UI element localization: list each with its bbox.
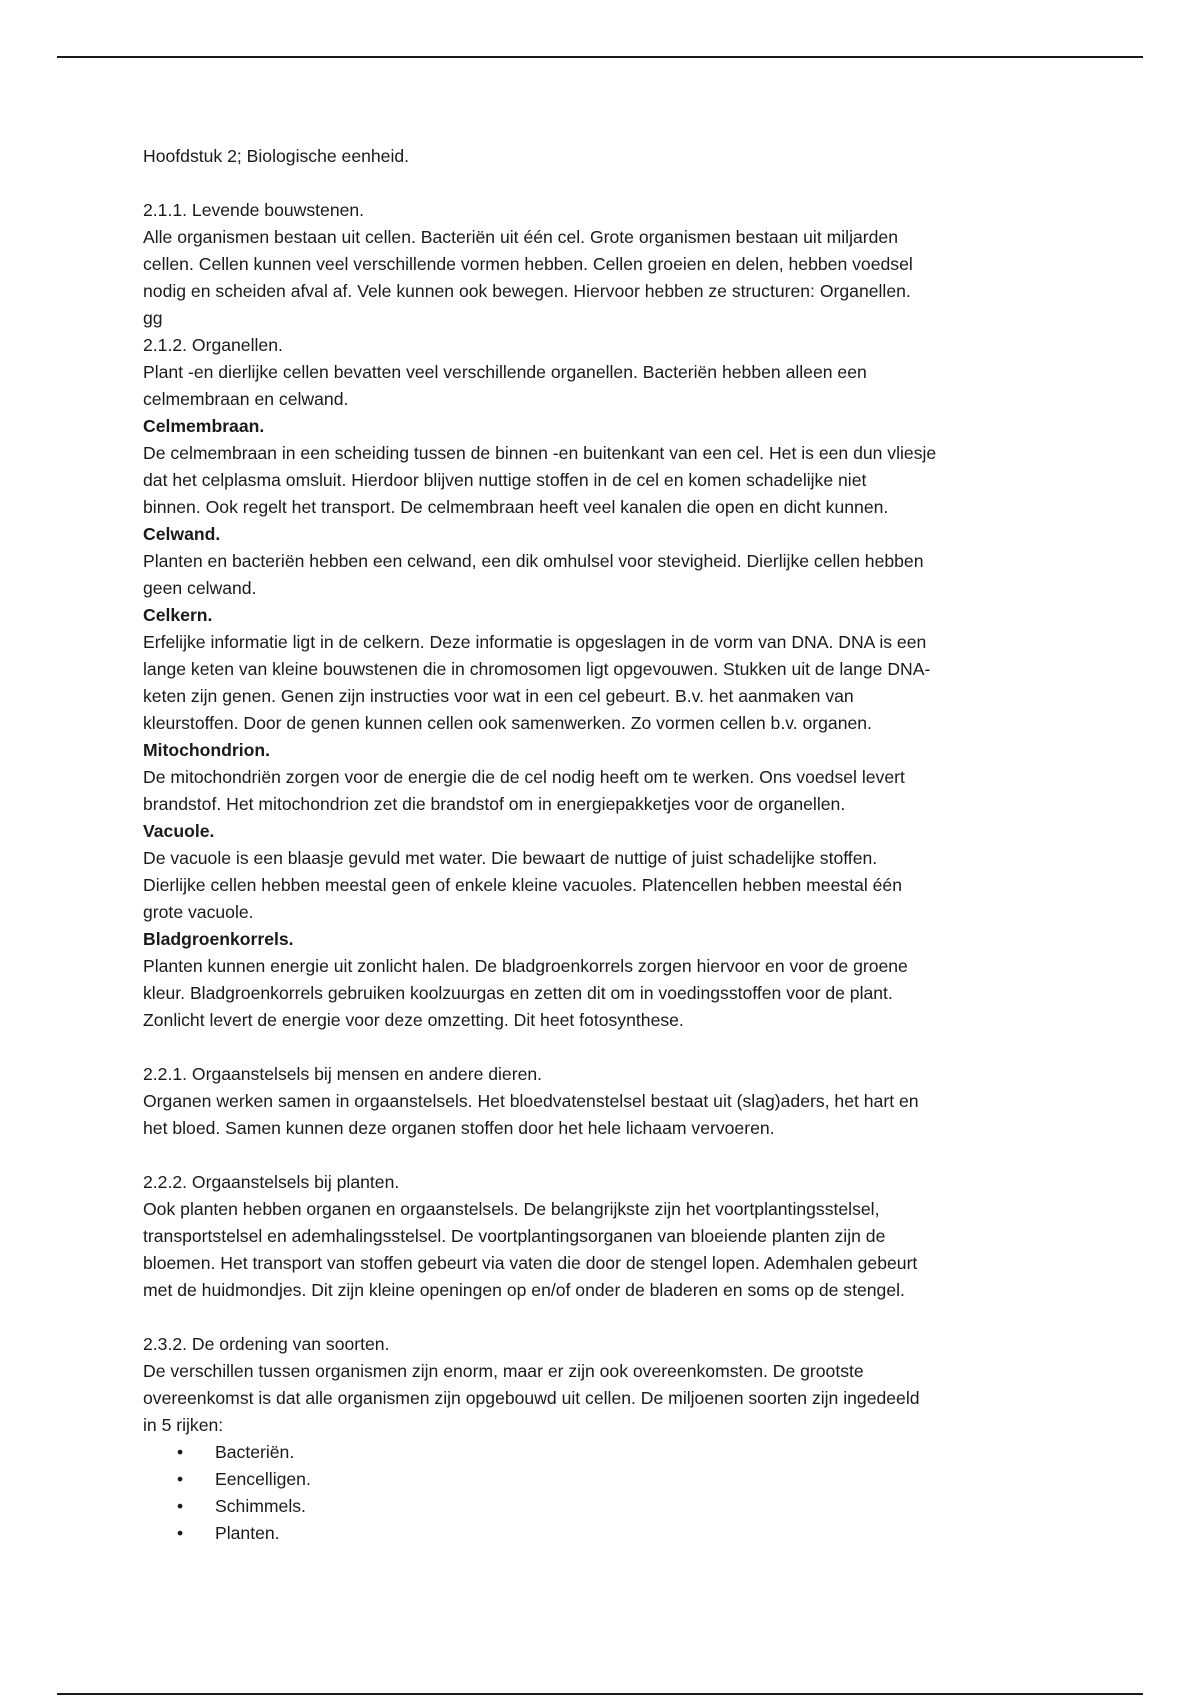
list-item — [143, 1466, 1063, 1493]
subsection-vacuole — [143, 818, 1063, 926]
section-heading: 2.1.1. Levende bouwstenen. — [143, 200, 365, 220]
list-item-label: Planten. — [215, 1523, 280, 1543]
paragraph-line: Plant -en dierlijke cellen bevatten veel verschillende organellen. Bacteriën hebben alleen een — [143, 362, 867, 382]
list-item — [143, 1493, 1063, 1520]
header-rule — [57, 56, 1143, 58]
paragraph-line: keten zijn genen. Genen zijn instructies voor wat in een cel gebeurt. B.v. het aanmaken van — [143, 686, 854, 706]
paragraph-line: transportstelsel en ademhalingsstelsel. De voortplantingsorganen van bloeiende planten zijn de — [143, 1226, 886, 1246]
paragraph-line: Ook planten hebben organen en orgaanstelsels. De belangrijkste zijn het voortplantingsstelsel, — [143, 1199, 880, 1219]
paragraph-line: bloemen. Het transport van stoffen gebeurt via vaten die door de stengel lopen. Ademhalen gebeurt — [143, 1253, 918, 1273]
section-heading: 2.3.2. De ordening van soorten. — [143, 1334, 390, 1354]
paragraph-line: grote vacuole. — [143, 902, 254, 922]
bullet-icon: • — [177, 1442, 184, 1462]
paragraph-line: celmembraan en celwand. — [143, 389, 349, 409]
list-item — [143, 1439, 1063, 1466]
paragraph-line: gg — [143, 308, 163, 328]
subsection-celkern — [143, 602, 1063, 737]
kingdoms-list — [143, 1439, 1063, 1547]
paragraph-line: De vacuole is een blaasje gevuld met water. Die bewaart de nuttige of juist schadelijke stoffen. — [143, 848, 878, 868]
paragraph-line: dat het celplasma omsluit. Hierdoor blijven nuttige stoffen in de cel en komen schadelijke niet — [143, 470, 867, 490]
paragraph-line: in 5 rijken: — [143, 1415, 224, 1435]
subsection-mitochondrion — [143, 737, 1063, 818]
bullet-icon: • — [177, 1496, 184, 1516]
blank-line — [143, 1034, 1063, 1061]
paragraph-line: kleur. Bladgroenkorrels gebruiken koolzuurgas en zetten dit om in voedingsstoffen voor de plant. — [143, 983, 893, 1003]
section-2-3-2 — [143, 1331, 1063, 1547]
paragraph-line: Zonlicht levert de energie voor deze omzetting. Dit heet fotosynthese. — [143, 1010, 684, 1030]
list-item-label: Eencelligen. — [215, 1469, 311, 1489]
paragraph-line: nodig en scheiden afval af. Vele kunnen ook bewegen. Hiervoor hebben ze structuren: Organellen. — [143, 281, 911, 301]
section-heading: 2.2.2. Orgaanstelsels bij planten. — [143, 1172, 400, 1192]
subsection-heading: Celmembraan. — [143, 416, 265, 436]
list-item-label: Bacteriën. — [215, 1442, 295, 1462]
subsection-heading: Celwand. — [143, 524, 221, 544]
paragraph-line: lange keten van kleine bouwstenen die in chromosomen ligt opgevouwen. Stukken uit de lange DNA- — [143, 659, 931, 679]
section-heading: 2.1.2. Organellen. — [143, 335, 283, 355]
subsection-heading: Mitochondrion. — [143, 740, 271, 760]
subsection-celwand — [143, 521, 1063, 602]
blank-line — [143, 1304, 1063, 1331]
paragraph-line: Dierlijke cellen hebben meestal geen of enkele kleine vacuoles. Platencellen hebben meestal één — [143, 875, 902, 895]
paragraph-line: met de huidmondjes. Dit zijn kleine openingen op en/of onder de bladeren en soms op de stengel. — [143, 1280, 905, 1300]
subsection-heading: Bladgroenkorrels. — [143, 929, 294, 949]
footer-rule — [57, 1693, 1143, 1695]
paragraph-line: geen celwand. — [143, 578, 257, 598]
paragraph-line: het bloed. Samen kunnen deze organen stoffen door het hele lichaam vervoeren. — [143, 1118, 775, 1138]
paragraph-line: brandstof. Het mitochondrion zet die brandstof om in energiepakketjes voor de organellen. — [143, 794, 846, 814]
document-title: Hoofdstuk 2; Biologische eenheid. — [143, 146, 410, 166]
section-2-1-1 — [143, 197, 1063, 332]
document-body — [143, 143, 1063, 1547]
paragraph-line: Planten kunnen energie uit zonlicht halen. De bladgroenkorrels zorgen hiervoor en voor de groene — [143, 956, 908, 976]
section-heading: 2.2.1. Orgaanstelsels bij mensen en andere dieren. — [143, 1064, 543, 1084]
paragraph-line: Alle organismen bestaan uit cellen. Bacteriën uit één cel. Grote organismen bestaan uit miljarden — [143, 227, 899, 247]
paragraph-line: Organen werken samen in orgaanstelsels. Het bloedvatenstelsel bestaat uit (slag)aders, het hart en — [143, 1091, 919, 1111]
paragraph-line: Erfelijke informatie ligt in de celkern. Deze informatie is opgeslagen in de vorm van DNA. DNA is een — [143, 632, 927, 652]
list-item — [143, 1520, 1063, 1547]
section-2-1-2 — [143, 332, 1063, 413]
paragraph-line: cellen. Cellen kunnen veel verschillende vormen hebben. Cellen groeien en delen, hebben voedsel — [143, 254, 913, 274]
blank-line — [143, 170, 1063, 197]
paragraph-line: De mitochondriën zorgen voor de energie die de cel nodig heeft om te werken. Ons voedsel levert — [143, 767, 905, 787]
paragraph-line: De verschillen tussen organismen zijn enorm, maar er zijn ook overeenkomsten. De grootste — [143, 1361, 864, 1381]
bullet-icon: • — [177, 1469, 184, 1489]
subsection-celmembraan — [143, 413, 1063, 521]
subsection-heading: Celkern. — [143, 605, 213, 625]
paragraph-line: binnen. Ook regelt het transport. De celmembraan heeft veel kanalen die open en dicht kunnen. — [143, 497, 889, 517]
paragraph-line: kleurstoffen. Door de genen kunnen cellen ook samenwerken. Zo vormen cellen b.v. organen. — [143, 713, 872, 733]
bullet-icon: • — [177, 1523, 184, 1543]
blank-line — [143, 1142, 1063, 1169]
paragraph-line: overeenkomst is dat alle organismen zijn opgebouwd uit cellen. De miljoenen soorten zijn ingedeeld — [143, 1388, 920, 1408]
section-2-2-2 — [143, 1169, 1063, 1304]
list-item-label: Schimmels. — [215, 1496, 306, 1516]
section-2-2-1 — [143, 1061, 1063, 1142]
paragraph-line: De celmembraan in een scheiding tussen de binnen -en buitenkant van een cel. Het is een dun vliesje — [143, 443, 937, 463]
paragraph-line: Planten en bacteriën hebben een celwand, een dik omhulsel voor stevigheid. Dierlijke cellen hebben — [143, 551, 924, 571]
subsection-heading: Vacuole. — [143, 821, 215, 841]
subsection-bladgroenkorrels — [143, 926, 1063, 1034]
